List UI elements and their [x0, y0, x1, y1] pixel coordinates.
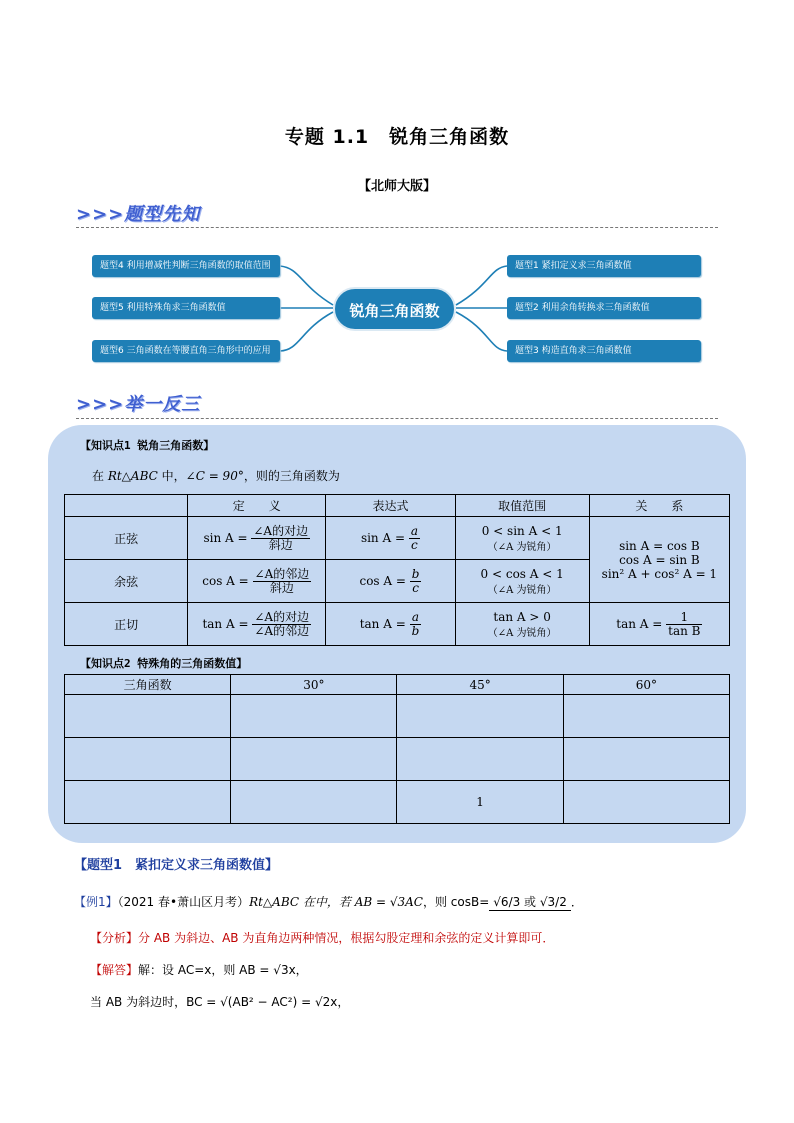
example-1: 【例1】（2021 春•萧山区月考）Rt△ABC 在中，若 AB = √3AC，则 cosB= √6/3 或 √3/2 ．	[74, 895, 583, 909]
section-divider	[76, 227, 718, 228]
value-cell: 1	[397, 781, 563, 824]
table-row	[65, 781, 730, 824]
expression-cell: cos A = $\frac{b}{c}$	[326, 560, 455, 603]
expression-cell: sin A = $\frac{a}{c}$	[326, 517, 455, 560]
header-cell: 取值范围	[455, 495, 589, 517]
relation-cell: sin A = cos B cos A = sin B sin² A + cos² A = 1	[589, 517, 729, 603]
table-row	[65, 603, 730, 646]
definition-cell: tan A = $\frac{\text{∠A的对边}}{\text{∠A的邻边}}$	[188, 603, 326, 646]
row-name: 正弦	[65, 517, 188, 560]
range-cell: 0 < sin A < 1 （∠A 为锐角）	[455, 517, 589, 560]
special-angle-table	[64, 674, 730, 824]
row-name: 余弦	[65, 560, 188, 603]
page-title: 专题 1.1 锐角三角函数	[284, 126, 510, 148]
trig-definition-table	[64, 494, 730, 646]
header-cell: 45°	[397, 675, 563, 695]
definition-cell: sin A = $\frac{\text{∠A的对边}}{\text{斜边}}$	[188, 517, 326, 560]
section-divider	[76, 418, 718, 419]
kp1-intro: 在 Rt△ABC 中，∠C = 90°，则的三角函数为	[92, 469, 340, 483]
mindmap-node-type1: 题型1 紧扣定义求三角函数值	[507, 255, 701, 277]
case-line: 当 AB 为斜边时，BC = √(AB² − AC²) = √2x，	[90, 995, 350, 1009]
header-cell: 60°	[563, 675, 729, 695]
section-overview-heading: >>>题型先知	[76, 204, 201, 225]
section-practice-heading: >>>举一反三	[76, 394, 201, 415]
kp1-heading: 【知识点1 锐角三角函数】	[80, 439, 215, 452]
range-cell: 0 < cos A < 1 （∠A 为锐角）	[455, 560, 589, 603]
type1-heading: 【题型1 紧扣定义求三角函数值】	[74, 858, 279, 873]
mindmap-node-type3: 题型3 构造直角求三角函数值	[507, 340, 701, 362]
edition-label: 【北师大版】	[357, 179, 436, 194]
answer-blank: √6/3 或 √3/2	[489, 893, 571, 911]
definition-cell: cos A = $\frac{\text{∠A的邻边}}{\text{斜边}}$	[188, 560, 326, 603]
analysis-line: 【分析】分 AB 为斜边、AB 为直角边两种情况，根据勾股定理和余弦的定义计算即可．	[90, 931, 555, 945]
header-cell: 关 系	[589, 495, 729, 517]
table-row	[65, 517, 730, 560]
header-cell: 30°	[231, 675, 397, 695]
header-cell: 表达式	[326, 495, 455, 517]
mindmap-node-type4: 题型4 利用增减性判断三角函数的取值范围	[92, 255, 280, 277]
header-cell: 定 义	[188, 495, 326, 517]
table-row	[65, 695, 730, 738]
solution-line: 【解答】解：设 AC=x，则 AB = √3x，	[90, 963, 308, 977]
expression-cell: tan A = $\frac{a}{b}$	[326, 603, 455, 646]
mindmap-node-type5: 题型5 利用特殊角求三角函数值	[92, 297, 280, 319]
mindmap-node-type2: 题型2 利用余角转换求三角函数值	[507, 297, 701, 319]
relation-cell: tan A = $\frac{1}{\text{tan B}}$	[589, 603, 729, 646]
mindmap-node-type6: 题型6 三角函数在等腰直角三角形中的应用	[92, 340, 280, 362]
header-cell: 三角函数	[65, 675, 231, 695]
row-name: 正切	[65, 603, 188, 646]
range-cell: tan A > 0 （∠A 为锐角）	[455, 603, 589, 646]
header-cell	[65, 495, 188, 517]
mindmap-center-node: 锐角三角函数	[333, 287, 456, 331]
kp2-heading: 【知识点2 特殊角的三角函数值】	[80, 657, 248, 670]
table-row	[65, 738, 730, 781]
